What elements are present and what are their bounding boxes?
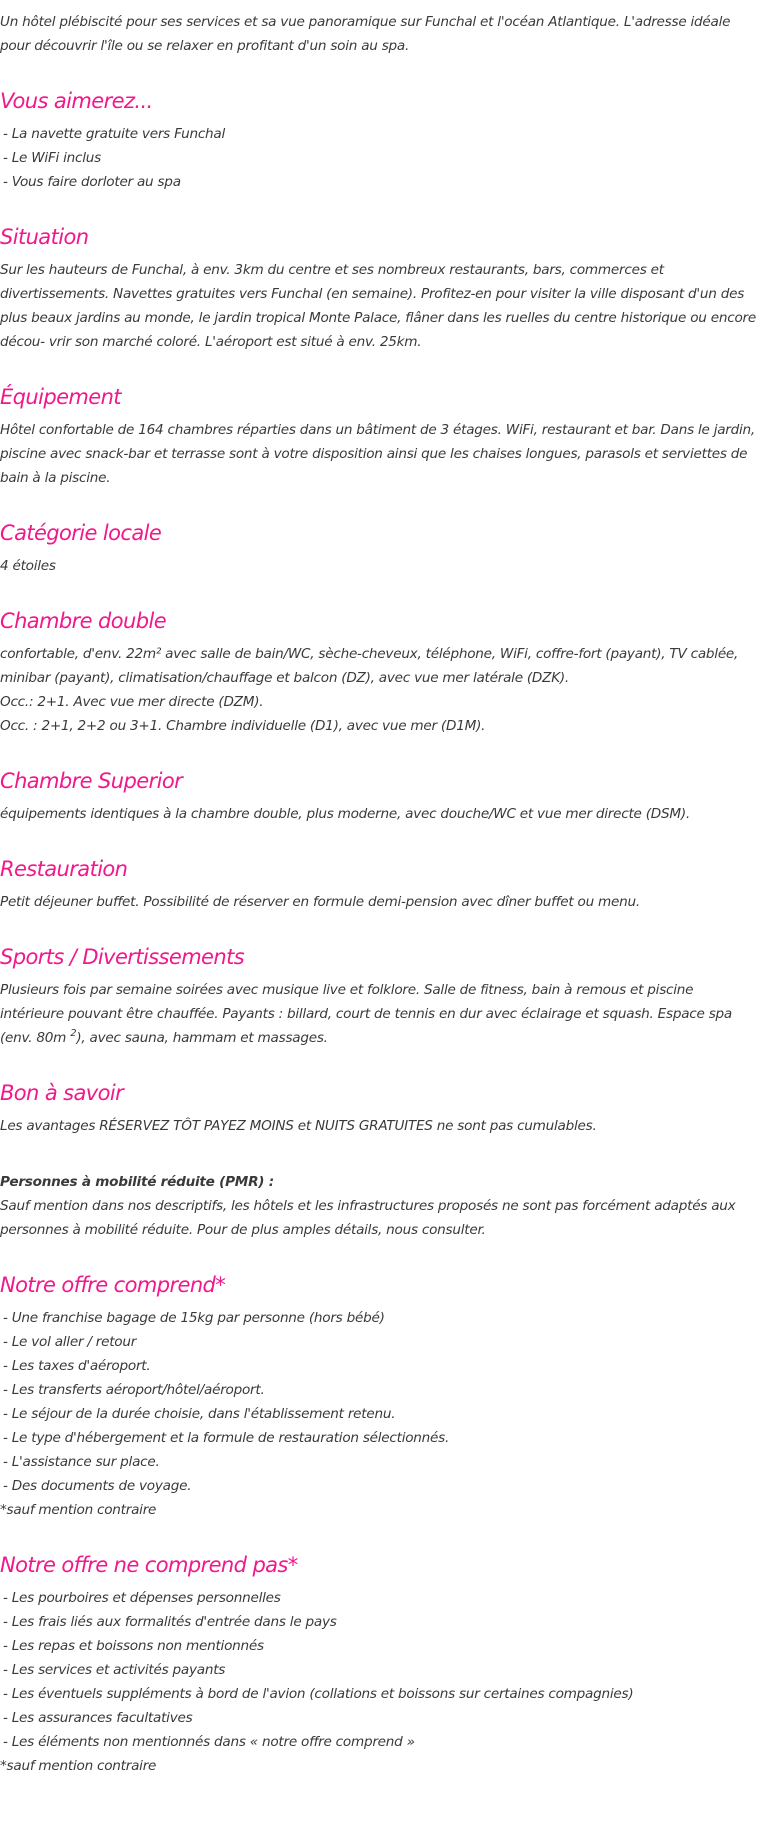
list-item: - Le séjour de la durée choisie, dans l'établissement retenu. [3,1406,396,1422]
list-item: - Les éléments non mentionnés dans « notre offre comprend » [3,1734,415,1750]
pmr-heading: Personnes à mobilité réduite (PMR) : [0,1174,274,1190]
list-item: - Les éventuels suppléments à bord de l'avion (collations et boissons sur certaines compagnies) [3,1686,634,1702]
list-item: - Vous faire dorloter au spa [3,174,181,190]
restauration-text: Petit déjeuner buffet. Possibilité de réserver en formule demi-pension avec dîner buffet ou menu. [0,894,640,910]
offre-comprend-heading: Notre offre comprend* [0,1273,226,1297]
equipement-text: Hôtel confortable de 164 chambres réparties dans un bâtiment de 3 étages. WiFi, restaurant et bar. Dans le jardin, piscine avec snack-bar et terrasse sont à votre disposition ainsi que les chaises longues, parasols et serviettes de bain à la piscine. [0,422,755,486]
list-item: - Les transferts aéroport/hôtel/aéroport. [3,1382,265,1398]
situation-text: Sur les hauteurs de Funchal, à env. 3km du centre et ses nombreux restaurants, bars, commerces et divertissements. Navettes gratuites vers Funchal (en semaine). Profitez-en pour visiter la ville disposant d'un des plus beaux jardins au monde, le jardin tropical Monte Palace, flâner dans les ruelles du centre historique ou encore décou- vrir son marché coloré. L'aéroport est situé à env. 25km. [0,262,756,350]
list-item: - La navette gratuite vers Funchal [3,126,226,142]
list-item: - Les repas et boissons non mentionnés [3,1638,264,1654]
footnote: *sauf mention contraire [0,1758,157,1774]
offre-ne-comprend-list [0,1586,758,1778]
pmr-text: Sauf mention dans nos descriptifs, les hôtels et les infrastructures proposés ne sont pas forcément adaptés aux personnes à mobilité réduite. Pour de plus amples détails, nous consulter. [0,1198,736,1238]
list-item: - Le type d'hébergement et la formule de restauration sélectionnés. [3,1430,450,1446]
aimerez-heading: Vous aimerez... [0,89,153,113]
chambre-double-line: Occ. : 2+1, 2+2 ou 3+1. Chambre individuelle (D1), avec vue mer (D1M). [0,718,486,734]
offre-comprend-list [0,1306,758,1522]
sports-text-part: Plusieurs fois par semaine soirées avec musique live et folklore. Salle de fitness, bain à remous et piscine intérieure pouvant être chauffée. Payants : billard, court de tennis en dur avec éclairage et squash. Espace spa (env. 80m [0,982,732,1046]
bon-a-savoir-text: Les avantages RÉSERVEZ TÔT PAYEZ MOINS et NUITS GRATUITES ne sont pas cumulables. [0,1118,597,1134]
list-item: - Le WiFi inclus [3,150,101,166]
categorie-heading: Catégorie locale [0,521,162,545]
list-item: - Les assurances facultatives [3,1710,193,1726]
chambre-superior-heading: Chambre Superior [0,769,183,793]
hotel-description [0,10,758,1778]
chambre-superior-text: équipements identiques à la chambre double, plus moderne, avec douche/WC et vue mer directe (DSM). [0,806,690,822]
chambre-double-text [0,642,758,738]
restauration-heading: Restauration [0,857,128,881]
list-item: - Les frais liés aux formalités d'entrée dans le pays [3,1614,337,1630]
bon-a-savoir-heading: Bon à savoir [0,1081,124,1105]
list-item: - Les services et activités payants [3,1662,226,1678]
list-item: - Des documents de voyage. [3,1478,192,1494]
list-item: - L'assistance sur place. [3,1454,160,1470]
intro-text: Un hôtel plébiscité pour ses services et sa vue panoramique sur Funchal et l'océan Atlantique. L'adresse idéale pour découvrir l'île ou se relaxer en profitant d'un soin au spa. [0,14,731,54]
sports-text-part: ), avec sauna, hammam et massages. [76,1030,328,1046]
superscript: 2 [70,1028,77,1039]
sports-text [0,978,758,1050]
situation-heading: Situation [0,225,89,249]
sports-heading: Sports / Divertissements [0,945,245,969]
categorie-text: 4 étoiles [0,558,56,574]
footnote: *sauf mention contraire [0,1502,157,1518]
chambre-double-line: confortable, d'env. 22m² avec salle de bain/WC, sèche-cheveux, téléphone, WiFi, coffre-fort (payant), TV cablée, minibar (payant), climatisation/chauffage et balcon (DZ), avec vue mer latérale (DZK). [0,646,739,686]
aimerez-list [0,122,758,194]
equipement-heading: Équipement [0,385,121,409]
chambre-double-heading: Chambre double [0,609,167,633]
list-item: - Les taxes d'aéroport. [3,1358,151,1374]
list-item: - Les pourboires et dépenses personnelles [3,1590,281,1606]
list-item: - Le vol aller / retour [3,1334,137,1350]
chambre-double-line: Occ.: 2+1. Avec vue mer directe (DZM). [0,694,264,710]
offre-ne-comprend-heading: Notre offre ne comprend pas* [0,1553,298,1577]
list-item: - Une franchise bagage de 15kg par personne (hors bébé) [3,1310,385,1326]
